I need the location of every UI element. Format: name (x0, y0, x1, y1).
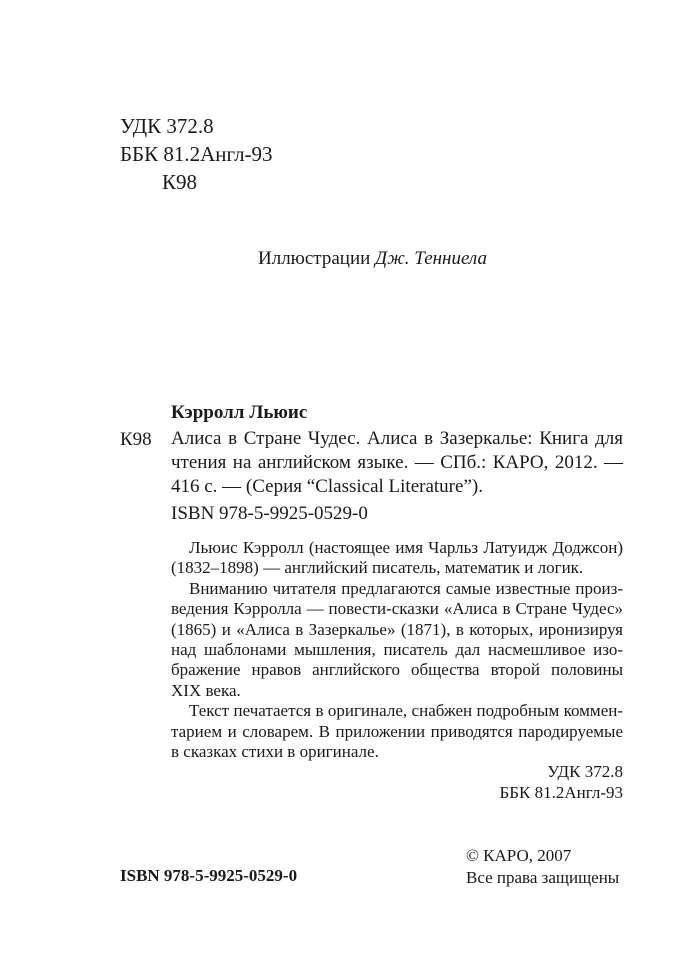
annotation-line: в сказках стихи в оригинале. (171, 742, 379, 762)
annotation-line: (1865) и «Алиса в Зазеркалье» (1871), в которых, иронизируя (171, 619, 623, 639)
annotation (171, 538, 623, 803)
annotation-line: тарием и словарем. В приложении приводятся пародируемые (171, 721, 623, 741)
udk-code: УДК 372.8 (120, 114, 214, 138)
record-title (171, 427, 623, 499)
annotation-udk: УДК 372.8 (547, 762, 623, 782)
illustrator-name: Дж. Тенниела (375, 248, 487, 269)
annotation-line: Текст печатается в оригинале, снабжен подробным коммен- (189, 701, 623, 721)
annotation-bbk: ББК 81.2Англ-93 (499, 782, 623, 802)
illustrations-label: Иллюстрации (258, 248, 371, 269)
title-line: чтения на английском языке. — СПб.: КАРО, 2012. — (171, 452, 623, 473)
record-author: Кэрролл Льюис (171, 402, 308, 423)
classification-block (120, 112, 273, 196)
annotation-line: XIX века. (171, 680, 241, 700)
title-line: Алиса в Стране Чудес. Алиса в Зазеркалье: Книга для (171, 428, 623, 449)
record-isbn: ISBN 978-5-9925-0529-0 (171, 503, 368, 524)
bottom-isbn: ISBN 978-5-9925-0529-0 (120, 866, 298, 885)
annotation-line: ведения Кэрролла — повести-сказки «Алиса в Стране Чудес» (171, 599, 623, 619)
annotation-line: (1832–1898) — английский писатель, математик и логик. (171, 558, 584, 578)
rights-line: Все права защищены (466, 868, 620, 887)
copyright-line: © КАРО, 2007 (466, 846, 572, 865)
title-line: 416 с. — (Серия “Classical Literature”). (171, 476, 483, 497)
bbk-code: ББК 81.2Англ-93 (120, 142, 273, 166)
author-mark: К98 (162, 170, 198, 194)
annotation-line: Вниманию читателя предлагаются самые известные произ- (189, 578, 623, 598)
illustrations-credit (258, 248, 487, 270)
copyright-block (466, 845, 619, 889)
annotation-line: Льюис Кэрролл (настоящее имя Чарльз Латуидж Доджсон) (189, 538, 623, 557)
annotation-line: бражение нравов английского общества второй половины (171, 660, 623, 680)
record-code: К98 (120, 429, 152, 450)
annotation-line: над шаблонами мышления, писатель дал насмешливое изо- (171, 640, 623, 660)
